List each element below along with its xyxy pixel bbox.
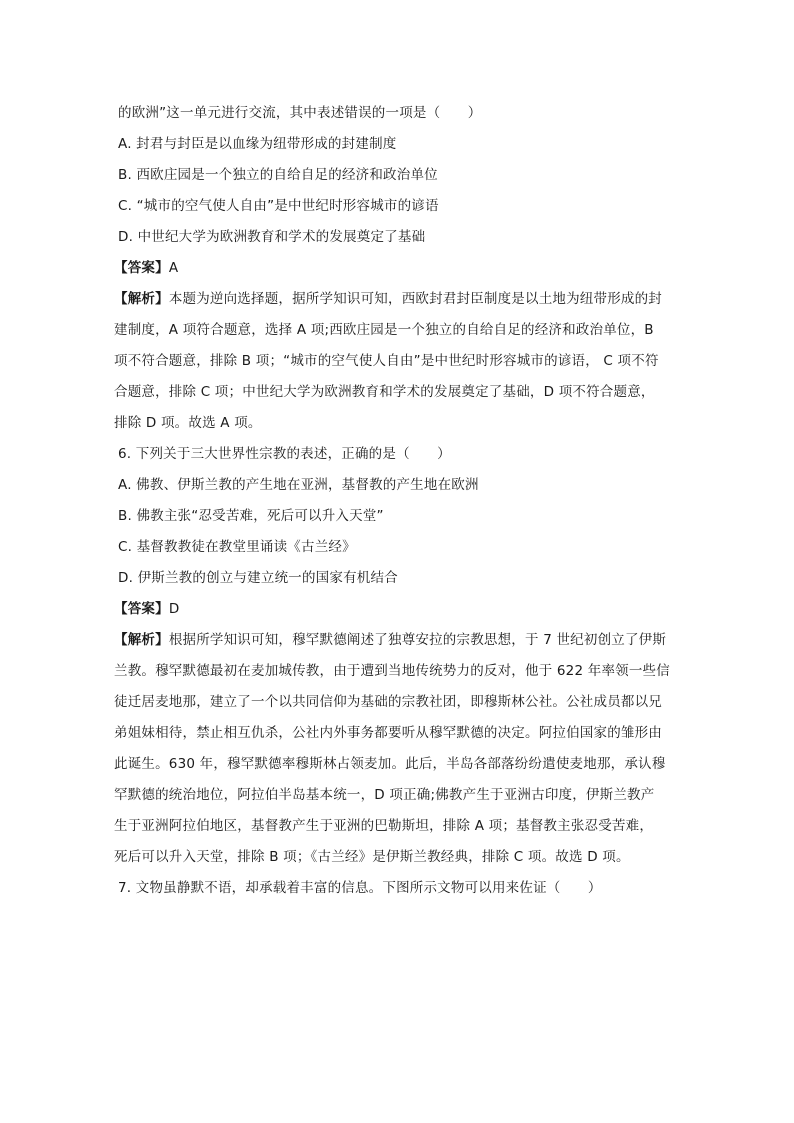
q6-analysis-line: 弟姐妹相待，禁止相互仇杀，公社内外事务都要听从穆罕默德的决定。阿拉伯国家的雏形由	[114, 725, 662, 741]
q6-analysis-tag: 【解析】	[114, 632, 169, 648]
q5-answer-value: A	[168, 260, 179, 276]
q6-analysis	[114, 625, 678, 873]
q5-analysis-line	[114, 284, 678, 315]
q7-stem: 7. 文物虽静默不语，却承载着丰富的信息。下图所示文物可以用来佐证（ ）	[118, 880, 602, 896]
q5-analysis-line: 排除 D 项。故选 A 项。	[114, 415, 262, 431]
q5-answer-tag: 【答案】	[114, 260, 169, 276]
q6-analysis-line: 兰教。穆罕默德最初在麦加城传教，由于遭到当地传统势力的反对，他于 622 年率领一些信	[114, 663, 670, 679]
q6-analysis-line: 徒迁居麦地那，建立了一个以共同信仰为基础的宗教社团，即穆斯林公社。公社成员都以兄	[114, 694, 662, 710]
q5-option-c: C. “城市的空气使人自由”是中世纪时形容城市的谚语	[118, 198, 439, 214]
q6-option-b: B. 佛教主张“忍受苦难，死后可以升入天堂”	[118, 508, 384, 524]
q5-analysis-line: 合题意，排除 C 项；中世纪大学为欧洲教育和学术的发展奠定了基础，D 项不符合题意，	[114, 384, 655, 400]
q5-analysis-line: 项不符合题意，排除 B 项；“城市的空气使人自由”是中世纪时形容城市的谚语， C 项不符	[114, 353, 659, 369]
q6-analysis-line: 死后可以升入天堂，排除 B 项；《古兰经》是伊斯兰教经典，排除 C 项。故选 D 项。	[114, 849, 630, 865]
q6-analysis-line: 罕默德的统治地位，阿拉伯半岛基本统一，D 项正确;佛教产生于亚洲古印度，伊斯兰教产	[114, 787, 655, 803]
q6-analysis-line	[114, 625, 678, 656]
q5-analysis	[114, 284, 678, 439]
q6-answer-tag: 【答案】	[114, 601, 169, 617]
q5-option-a: A. 封君与封臣是以血缘为纽带形成的封建制度	[118, 136, 397, 152]
q5-stem-tail: 的欧洲”这一单元进行交流，其中表述错误的一项是（ ）	[118, 105, 482, 121]
q6-analysis-line: 生于亚洲阿拉伯地区，基督教产生于亚洲的巴勒斯坦，排除 A 项；基督教主张忍受苦难，	[114, 818, 654, 834]
q6-option-d: D. 伊斯兰教的创立与建立统一的国家有机结合	[118, 570, 398, 586]
q6-option-c: C. 基督教教徒在教堂里诵读《古兰经》	[118, 539, 356, 555]
q6-analysis-line: 此诞生。630 年，穆罕默德率穆斯林占领麦加。此后，半岛各部落纷纷遣使麦地那，承认穆	[114, 756, 666, 772]
q5-analysis-line: 建制度，A 项符合题意，选择 A 项;西欧庄园是一个独立的自给自足的经济和政治单位，B	[114, 322, 654, 338]
q6-answer	[114, 594, 678, 625]
document-page	[114, 98, 678, 904]
q5-option-b: B. 西欧庄园是一个独立的自给自足的经济和政治单位	[118, 167, 438, 183]
q5-analysis-tag: 【解析】	[114, 291, 169, 307]
q5-analysis-text: 本题为逆向选择题，据所学知识可知，西欧封君封臣制度是以土地为纽带形成的封	[168, 291, 663, 307]
q5-option-d: D. 中世纪大学为欧洲教育和学术的发展奠定了基础	[118, 229, 426, 245]
q6-option-a: A. 佛教、伊斯兰教的产生地在亚洲，基督教的产生地在欧洲	[118, 477, 479, 493]
q6-analysis-text: 根据所学知识可知，穆罕默德阐述了独尊安拉的宗教思想，于 7 世纪初创立了伊斯	[168, 632, 667, 648]
q6-answer-value: D	[168, 601, 180, 617]
q5-answer	[114, 253, 678, 284]
q6-stem: 6. 下列关于三大世界性宗教的表述，正确的是（ ）	[118, 446, 451, 462]
